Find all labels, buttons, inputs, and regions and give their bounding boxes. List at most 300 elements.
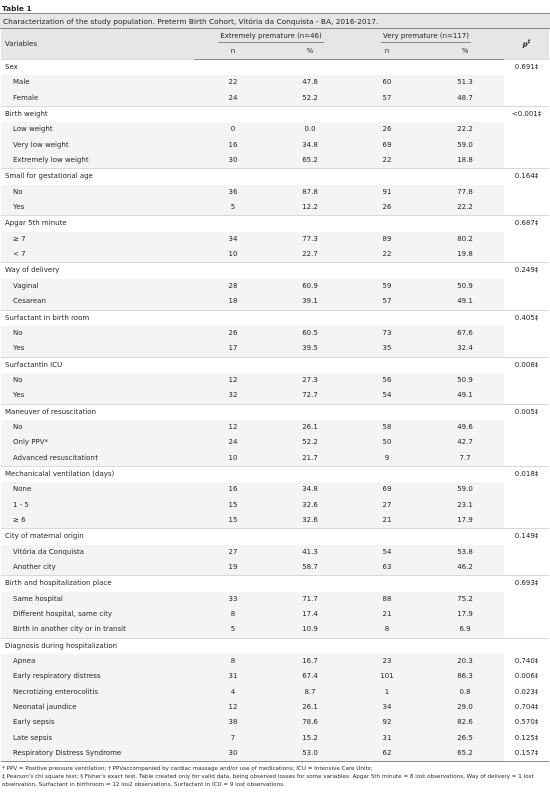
cell-pct-group1	[272, 107, 348, 123]
cell-n-group1: 7	[194, 731, 272, 746]
header-n-group1: n	[194, 44, 272, 60]
cell-n-group2: 69	[348, 482, 426, 497]
cell-pct-group2: 26.5	[426, 731, 504, 746]
cell-p-value	[504, 622, 549, 638]
cell-n-group2: 62	[348, 746, 426, 761]
cell-n-group1	[194, 466, 272, 482]
cell-n-group2: 23	[348, 654, 426, 669]
table-row	[1, 388, 549, 404]
cell-n-group1	[194, 107, 272, 123]
cell-n-group2	[348, 169, 426, 185]
cell-pct-group2	[426, 529, 504, 545]
cell-n-group1: 15	[194, 513, 272, 529]
row-label: Birth in another city or in transit	[1, 622, 194, 638]
cell-pct-group1: 22.7	[272, 247, 348, 263]
row-label: Apnea	[1, 654, 194, 669]
cell-n-group1: 24	[194, 435, 272, 450]
cell-pct-group2: 17.9	[426, 607, 504, 622]
table-row	[1, 685, 549, 700]
category-row	[1, 216, 549, 232]
cell-pct-group2: 65.2	[426, 746, 504, 761]
cell-n-group2: 57	[348, 91, 426, 107]
cell-n-group2: 54	[348, 388, 426, 404]
cell-n-group2: 50	[348, 435, 426, 450]
cell-pct-group1	[272, 638, 348, 654]
cell-n-group1: 19	[194, 560, 272, 576]
cell-p-value	[504, 388, 549, 404]
cell-p-value	[504, 122, 549, 137]
row-label: Yes	[1, 388, 194, 404]
cell-n-group2	[348, 263, 426, 279]
cell-pct-group1: 0.0	[272, 122, 348, 137]
cell-n-group2: 22	[348, 247, 426, 263]
cell-pct-group2: 7.7	[426, 451, 504, 467]
row-label: No	[1, 420, 194, 435]
cell-pct-group2: 77.8	[426, 185, 504, 200]
cell-pct-group2: 59.0	[426, 138, 504, 153]
table-row	[1, 731, 549, 746]
table-row	[1, 654, 549, 669]
cell-n-group2: 57	[348, 294, 426, 310]
cell-p-value	[504, 138, 549, 153]
cell-n-group1	[194, 60, 272, 76]
table-body	[1, 60, 549, 762]
cell-n-group1: 5	[194, 622, 272, 638]
cell-n-group2: 59	[348, 279, 426, 294]
row-label: Diagnosis during hospitalization	[1, 638, 194, 654]
cell-p-value	[504, 279, 549, 294]
cell-pct-group2: 48.7	[426, 91, 504, 107]
cell-n-group2: 56	[348, 373, 426, 388]
cell-n-group2: 89	[348, 232, 426, 247]
cell-n-group2	[348, 357, 426, 373]
cell-n-group1: 12	[194, 700, 272, 715]
cell-pct-group2: 59.0	[426, 482, 504, 497]
cell-pct-group1: 67.4	[272, 669, 348, 684]
cell-n-group1: 12	[194, 420, 272, 435]
cell-n-group2	[348, 216, 426, 232]
table-row	[1, 669, 549, 684]
cell-pct-group2	[426, 638, 504, 654]
category-row	[1, 357, 549, 373]
row-label: Way of delivery	[1, 263, 194, 279]
row-label: Advanced resuscitation†	[1, 451, 194, 467]
cell-n-group2: 22	[348, 153, 426, 169]
table-row	[1, 341, 549, 357]
cell-pct-group2: 53.8	[426, 545, 504, 560]
table-row	[1, 232, 549, 247]
cell-p-value	[504, 200, 549, 216]
cell-pct-group1: 16.7	[272, 654, 348, 669]
cell-p-value: 0.740‡	[504, 654, 549, 669]
cell-pct-group2: 46.2	[426, 560, 504, 576]
cell-p-value	[504, 185, 549, 200]
cell-pct-group2	[426, 216, 504, 232]
cell-n-group2: 73	[348, 326, 426, 341]
cell-pct-group2: 86.3	[426, 669, 504, 684]
table-row	[1, 746, 549, 761]
cell-n-group2: 21	[348, 513, 426, 529]
row-label: Yes	[1, 341, 194, 357]
cell-p-value	[504, 592, 549, 607]
cell-pct-group1	[272, 466, 348, 482]
cell-p-value	[504, 513, 549, 529]
cell-n-group1: 8	[194, 607, 272, 622]
cell-pct-group1: 8.7	[272, 685, 348, 700]
cell-pct-group1: 39.1	[272, 294, 348, 310]
table-row	[1, 513, 549, 529]
row-label: Birth and hospitalization place	[1, 576, 194, 592]
cell-p-value: 0.008‡	[504, 357, 549, 373]
cell-n-group1	[194, 310, 272, 326]
cell-n-group1	[194, 357, 272, 373]
table-row	[1, 560, 549, 576]
row-label: Yes	[1, 200, 194, 216]
table-caption: Characterization of the study population. Preterm Birth Cohort, Vitória da Conquista - BA, 2016-2017.	[0, 13, 550, 29]
cell-pct-group2	[426, 107, 504, 123]
cell-pct-group1: 71.7	[272, 592, 348, 607]
row-label: Early respiratory distress	[1, 669, 194, 684]
table-row	[1, 420, 549, 435]
cell-pct-group2: 20.3	[426, 654, 504, 669]
row-label: Same hospital	[1, 592, 194, 607]
cell-p-value: 0.149‡	[504, 529, 549, 545]
cell-n-group2: 63	[348, 560, 426, 576]
cell-pct-group1: 34.8	[272, 482, 348, 497]
cell-pct-group1: 17.4	[272, 607, 348, 622]
header-p-label: p	[522, 40, 528, 49]
cell-n-group2: 26	[348, 200, 426, 216]
cell-pct-group1: 87.8	[272, 185, 348, 200]
row-label: Late sepsis	[1, 731, 194, 746]
cell-pct-group1: 60.5	[272, 326, 348, 341]
cell-pct-group1	[272, 529, 348, 545]
row-label: Birth weight	[1, 107, 194, 123]
cell-p-value	[504, 545, 549, 560]
cell-pct-group2: 50.9	[426, 279, 504, 294]
cell-pct-group2	[426, 466, 504, 482]
category-row	[1, 529, 549, 545]
row-label: Sex	[1, 60, 194, 76]
cell-pct-group1: 15.2	[272, 731, 348, 746]
cell-pct-group1: 39.5	[272, 341, 348, 357]
cell-n-group1	[194, 263, 272, 279]
cell-n-group2	[348, 404, 426, 420]
table-row	[1, 247, 549, 263]
header-variables: Variables	[5, 39, 37, 48]
cell-n-group1: 36	[194, 185, 272, 200]
cell-p-value	[504, 91, 549, 107]
cell-pct-group1: 26.1	[272, 420, 348, 435]
cell-p-value: 0.704‡	[504, 700, 549, 715]
cell-pct-group2	[426, 310, 504, 326]
row-label: Only PPV*	[1, 435, 194, 450]
cell-pct-group1: 47.8	[272, 75, 348, 90]
table-row	[1, 279, 549, 294]
cell-pct-group2: 6.9	[426, 622, 504, 638]
cell-p-value: 0.691‡	[504, 60, 549, 76]
cell-pct-group1: 32.6	[272, 513, 348, 529]
cell-p-value	[504, 153, 549, 169]
cell-n-group1: 30	[194, 153, 272, 169]
cell-pct-group1	[272, 60, 348, 76]
cell-n-group2: 69	[348, 138, 426, 153]
header-group2-label: Very premature (n=117)	[381, 31, 471, 43]
row-label: Early sepsis	[1, 715, 194, 730]
cell-p-value	[504, 341, 549, 357]
cell-n-group2: 58	[348, 420, 426, 435]
cell-pct-group2: 67.6	[426, 326, 504, 341]
cell-n-group1	[194, 216, 272, 232]
cell-n-group2: 35	[348, 341, 426, 357]
row-label: < 7	[1, 247, 194, 263]
cell-p-value	[504, 247, 549, 263]
cell-p-value: 0.693‡	[504, 576, 549, 592]
cell-pct-group2: 22.2	[426, 122, 504, 137]
cell-pct-group1: 53.0	[272, 746, 348, 761]
table-row	[1, 75, 549, 90]
cell-pct-group2: 42.7	[426, 435, 504, 450]
cell-pct-group1	[272, 263, 348, 279]
cell-n-group2: 1	[348, 685, 426, 700]
category-row	[1, 169, 549, 185]
row-label: Surfactantin ICU	[1, 357, 194, 373]
row-label: No	[1, 373, 194, 388]
category-row	[1, 60, 549, 76]
cell-pct-group1: 65.2	[272, 153, 348, 169]
cell-pct-group2: 32.4	[426, 341, 504, 357]
cell-n-group2	[348, 638, 426, 654]
header-group-extremely-premature	[194, 29, 348, 44]
cell-p-value: 0.157‡	[504, 746, 549, 761]
category-row	[1, 263, 549, 279]
row-label: ≥ 7	[1, 232, 194, 247]
row-label: No	[1, 326, 194, 341]
cell-p-value: 0.405‡	[504, 310, 549, 326]
cell-n-group1: 33	[194, 592, 272, 607]
cell-n-group2: 31	[348, 731, 426, 746]
cell-p-value: <0.001‡	[504, 107, 549, 123]
row-label: Female	[1, 91, 194, 107]
cell-n-group1: 32	[194, 388, 272, 404]
cell-n-group1	[194, 169, 272, 185]
table-header	[1, 29, 549, 60]
table-row	[1, 294, 549, 310]
cell-p-value	[504, 482, 549, 497]
cell-n-group1	[194, 638, 272, 654]
cell-n-group1: 34	[194, 232, 272, 247]
cell-n-group2: 8	[348, 622, 426, 638]
row-label: City of maternal origin	[1, 529, 194, 545]
cell-p-value	[504, 294, 549, 310]
row-label: Male	[1, 75, 194, 90]
cell-pct-group2: 18.8	[426, 153, 504, 169]
table-row	[1, 498, 549, 513]
cell-pct-group1	[272, 169, 348, 185]
row-label: Very low weight	[1, 138, 194, 153]
cell-n-group1: 12	[194, 373, 272, 388]
cell-pct-group2	[426, 404, 504, 420]
header-group-very-premature	[348, 29, 504, 44]
cell-pct-group1: 77.3	[272, 232, 348, 247]
cell-pct-group2: 49.1	[426, 294, 504, 310]
cell-pct-group2: 22.2	[426, 200, 504, 216]
cell-pct-group2	[426, 60, 504, 76]
header-group1-label: Extremely premature (n=46)	[218, 31, 323, 43]
table-row	[1, 700, 549, 715]
table-row	[1, 373, 549, 388]
cell-p-value: 0.018‡	[504, 466, 549, 482]
table-label: Table 1	[2, 4, 32, 13]
row-label: Vitória da Conquista	[1, 545, 194, 560]
cell-pct-group2: 17.9	[426, 513, 504, 529]
cell-n-group2: 54	[348, 545, 426, 560]
category-row	[1, 466, 549, 482]
cell-pct-group1	[272, 576, 348, 592]
cell-pct-group1: 26.1	[272, 700, 348, 715]
cell-n-group1: 27	[194, 545, 272, 560]
cell-n-group2	[348, 529, 426, 545]
row-label: Another city	[1, 560, 194, 576]
cell-n-group2: 26	[348, 122, 426, 137]
cell-pct-group1: 10.9	[272, 622, 348, 638]
row-label: Small for gestational age	[1, 169, 194, 185]
header-n-group2: n	[348, 44, 426, 60]
cell-n-group1: 16	[194, 138, 272, 153]
category-row	[1, 576, 549, 592]
cell-n-group1: 4	[194, 685, 272, 700]
row-label: ≥ 6	[1, 513, 194, 529]
category-row	[1, 638, 549, 654]
cell-p-value	[504, 638, 549, 654]
cell-n-group2	[348, 466, 426, 482]
cell-n-group1: 10	[194, 451, 272, 467]
cell-p-value	[504, 607, 549, 622]
cell-n-group1	[194, 576, 272, 592]
cell-n-group1: 28	[194, 279, 272, 294]
category-row	[1, 404, 549, 420]
table-row	[1, 545, 549, 560]
cell-pct-group1: 21.7	[272, 451, 348, 467]
cell-pct-group2: 49.6	[426, 420, 504, 435]
cell-pct-group1: 58.7	[272, 560, 348, 576]
cell-n-group1: 38	[194, 715, 272, 730]
cell-n-group1: 15	[194, 498, 272, 513]
row-label: Maneuver of resuscitation	[1, 404, 194, 420]
cell-pct-group1: 52.2	[272, 91, 348, 107]
row-label: Cesarean	[1, 294, 194, 310]
row-label: Necrotizing enterocolitis	[1, 685, 194, 700]
footnote-statistics: ‡ Pearson's chi square test; § Fisher's exact test. Table created only for valid data, being observed losses for some variables: Apgar 5th minute = 8 lost observations, Way of delivery = 1 lost observation, Surfactant in birthroom = 12 los2 observations, Surfactant in ICU = 9 lost observations.	[2, 774, 534, 789]
cell-n-group1: 30	[194, 746, 272, 761]
cell-n-group2	[348, 107, 426, 123]
table-row	[1, 451, 549, 467]
cell-pct-group2	[426, 169, 504, 185]
row-label: Vaginal	[1, 279, 194, 294]
cell-n-group2: 92	[348, 715, 426, 730]
cell-pct-group2: 23.1	[426, 498, 504, 513]
cell-n-group1: 17	[194, 341, 272, 357]
cell-n-group2	[348, 576, 426, 592]
row-label: Low weight	[1, 122, 194, 137]
cell-p-value: 0.005‡	[504, 404, 549, 420]
cell-n-group2: 91	[348, 185, 426, 200]
row-label: Neonatal jaundice	[1, 700, 194, 715]
table-footnotes	[0, 762, 550, 789]
cell-n-group1: 26	[194, 326, 272, 341]
table-row	[1, 91, 549, 107]
table-row	[1, 326, 549, 341]
cell-pct-group2: 19.8	[426, 247, 504, 263]
cell-p-value	[504, 75, 549, 90]
cell-n-group2: 88	[348, 592, 426, 607]
table-row	[1, 607, 549, 622]
cell-pct-group1: 32.6	[272, 498, 348, 513]
cell-p-value	[504, 420, 549, 435]
cell-n-group2	[348, 60, 426, 76]
table-row	[1, 200, 549, 216]
table-row	[1, 185, 549, 200]
cell-p-value: 0.249‡	[504, 263, 549, 279]
cell-pct-group1	[272, 404, 348, 420]
cell-n-group1: 8	[194, 654, 272, 669]
cell-p-value: 0.125‡	[504, 731, 549, 746]
cell-n-group1: 0	[194, 122, 272, 137]
cell-p-value	[504, 435, 549, 450]
cell-p-value	[504, 498, 549, 513]
category-row	[1, 107, 549, 123]
cell-pct-group1: 72.7	[272, 388, 348, 404]
row-label: Extremely low weight	[1, 153, 194, 169]
table-row	[1, 138, 549, 153]
row-label: Different hospital, same city	[1, 607, 194, 622]
cell-pct-group1	[272, 310, 348, 326]
cell-n-group1: 5	[194, 200, 272, 216]
table-row	[1, 715, 549, 730]
cell-p-value: 0.023‡	[504, 685, 549, 700]
cell-n-group2: 21	[348, 607, 426, 622]
cell-n-group1: 10	[194, 247, 272, 263]
header-p-value	[504, 29, 549, 60]
header-pct-group2: %	[426, 44, 504, 60]
cell-n-group1: 31	[194, 669, 272, 684]
cell-n-group1	[194, 404, 272, 420]
cell-pct-group1: 41.3	[272, 545, 348, 560]
table-row	[1, 435, 549, 450]
header-p-footnote-mark: ‡	[527, 39, 531, 46]
cell-p-value	[504, 326, 549, 341]
row-label: Surfactant in birth room	[1, 310, 194, 326]
cell-pct-group2: 75.2	[426, 592, 504, 607]
cell-n-group1	[194, 529, 272, 545]
cell-n-group2: 9	[348, 451, 426, 467]
cell-pct-group2	[426, 576, 504, 592]
category-row	[1, 310, 549, 326]
cell-pct-group1: 52.2	[272, 435, 348, 450]
cell-n-group1: 16	[194, 482, 272, 497]
cell-pct-group2: 49.1	[426, 388, 504, 404]
table-row	[1, 122, 549, 137]
row-label: No	[1, 185, 194, 200]
table-row	[1, 592, 549, 607]
footnote-abbreviations: * PPV = Positive pressure ventilation; † PPVaccompanied by cardiac massage and/or use of medications; ICU = Intensive Care Units;	[2, 766, 373, 773]
cell-n-group1: 18	[194, 294, 272, 310]
cell-p-value: 0.164‡	[504, 169, 549, 185]
table-row	[1, 153, 549, 169]
cell-n-group1: 24	[194, 91, 272, 107]
cell-pct-group2: 0.8	[426, 685, 504, 700]
row-label: Apgar 5th minute	[1, 216, 194, 232]
